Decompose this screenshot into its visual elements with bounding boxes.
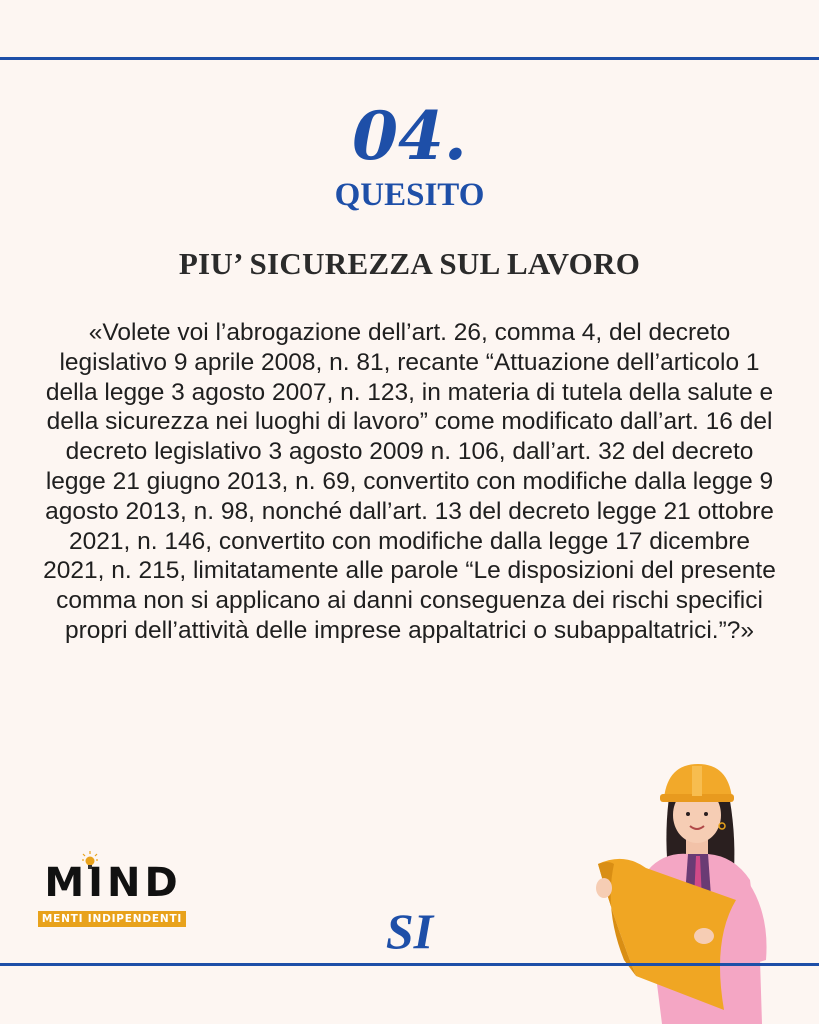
question-title: PIU’ SICUREZZA SUL LAVORO: [178, 246, 641, 281]
question-number: 04.: [352, 97, 467, 175]
construction-worker-with-blueprint-icon: [584, 760, 784, 1024]
logo-tagline: MENTI INDIPENDENTI: [38, 911, 186, 927]
question-label: QUESITO: [334, 177, 485, 213]
logo-wordmark: MIND: [44, 860, 182, 906]
bottom-divider: [0, 963, 819, 966]
top-divider: [0, 57, 819, 60]
question-text: «Volete voi l’abrogazione dell’art. 26, comma 4, del decreto legislativo 9 aprile 2008, n. 81, recante “Attuazione dell’articolo 1 della legge 3 agosto 2007, n. 123, in materia di tutela della salute e della sicurezza nei luoghi di lavoro” come modificato dall’art. 16 del decreto legislativo 3 agosto 2009 n. 106, dall’art. 32 del decreto legge 21 giugno 2013, n. 69, convertito con modifiche dalla legge 9 agosto 2013, n. 98, nonché dall’art. 13 del decreto legge 21 ottobre 2021, n. 146, convertito con modifiche dalla legge 17 dicembre 2021, n. 215, limitatamente alle parole “Le disposizioni del presente comma non si applicano ai danni conseguenza dei rischi specifici propri dell’attività delle imprese appaltatrici o subappaltatrici.”?»: [43, 319, 776, 644]
answer-text: SI: [385, 903, 434, 959]
